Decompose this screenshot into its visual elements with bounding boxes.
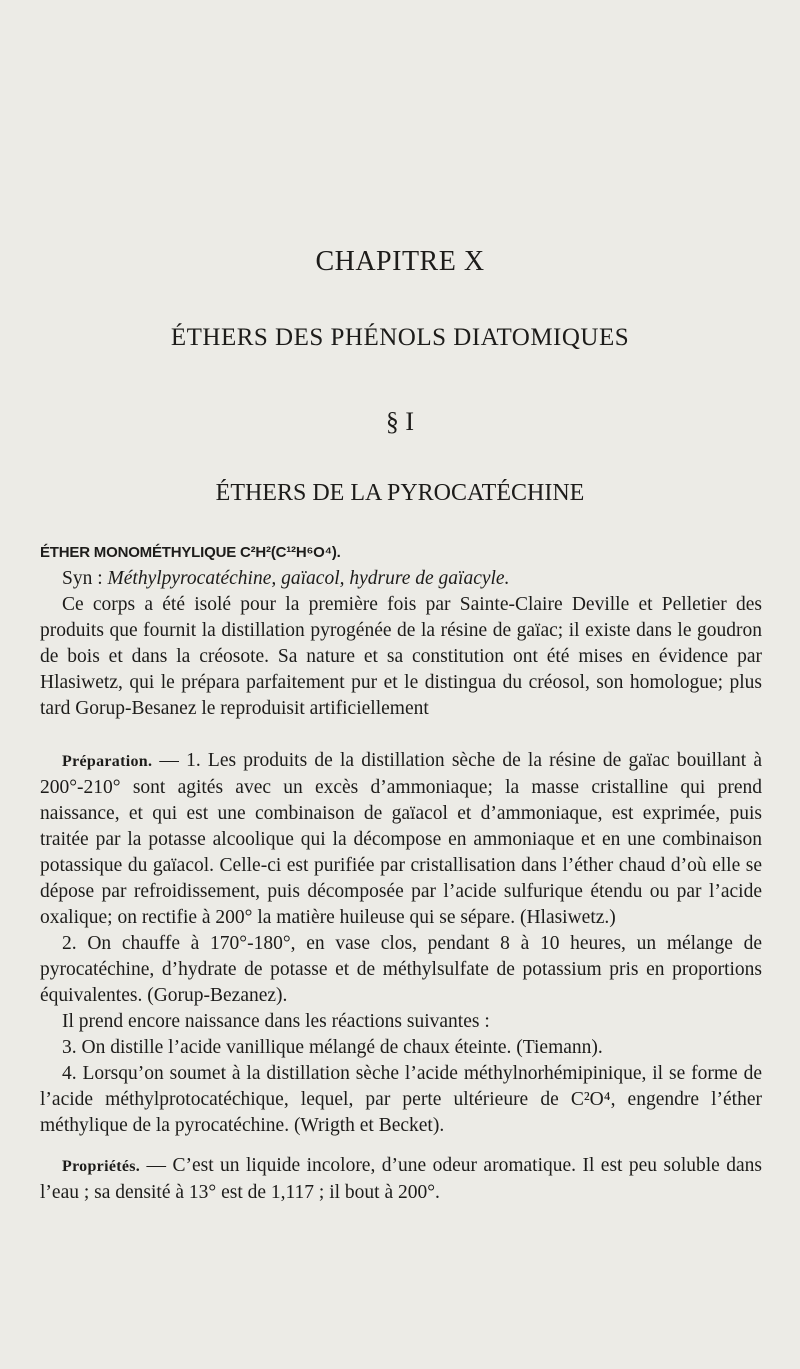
synonyms-label: Syn :	[62, 568, 108, 589]
chapter-number: CHAPITRE X	[315, 246, 485, 277]
synonyms-names: Méthylpyrocatéchine, gaïacol, hydrure de gaïacyle.	[107, 568, 510, 589]
properties-heading: Propriétés.	[62, 1158, 141, 1175]
synonyms-line	[40, 566, 762, 592]
properties-text: — C’est un liquide incolore, d’une odeur aromatique. Il est peu soluble dans l’eau ; sa densité à 13° est de 1,117 ; il bout à 200°.	[40, 1155, 762, 1203]
preparation-paragraph-2: 2. On chauffe à 170°-180°, en vase clos, pendant 8 à 10 heures, un mélange de pyrocatéchine, d’hydrate de potasse et de méthylsulfate de potassium pris en proportions équivalentes. (Gorup-Bezanez).	[40, 933, 762, 1006]
compound-heading: ÉTHER MONOMÉTHYLIQUE C²H²(C¹²H⁶O⁴).	[40, 544, 341, 561]
properties-paragraph	[40, 1153, 762, 1206]
body-text	[40, 540, 762, 1206]
preparation-paragraph-1	[40, 748, 762, 931]
chapter-title: ÉTHERS DES PHÉNOLS DIATOMIQUES	[170, 324, 630, 351]
preparation-paragraph-4: 4. Lorsqu’on soumet à la distillation sèche l’acide méthylnorhémipinique, il se forme de l’acide méthylprotocatéchique, lequel, par perte ultérieure de C²O⁴, engendre l’éther méthylique de la pyrocatéchine. (Wrigth et Becket).	[40, 1063, 762, 1136]
preparation-text-1: — 1. Les produits de la distillation sèche de la résine de gaïac bouillant à 200°-210° sont agités avec un excès d’ammoniaque; la masse cristalline qui prend naissance, et qui est une combinaison de gaïacol et d’ammoniaque, est exprimée, puis traitée par la potasse alcoolique qui la décompose en ammoniaque et en une combinaison potassique du gaïacol. Celle-ci est purifiée par cristallisation dans l’éther chaud d’où elle se dépose par refroidissement, puis décomposée par l’acide sulfurique étendu ou par l’acide oxalique; on rectifie à 200° la matière huileuse qui se sépare. (Hlasiwetz.)	[40, 750, 762, 928]
intro-paragraph: Ce corps a été isolé pour la première fois par Sainte-Claire Deville et Pelletier des produits que fournit la distillation pyrogénée de la résine de gaïac; il existe dans le goudron de bois et dans la créosote. Sa nature et sa constitution ont été mises en évidence par Hlasiwetz, qui le prépara parfaitement pur et le distingua du créosol, son homologue; plus tard Gorup-Besanez le reproduisit artificiellement	[40, 594, 762, 719]
preparation-heading: Préparation.	[62, 753, 153, 770]
preparation-paragraph-3: 3. On distille l’acide vanillique mélangé de chaux éteinte. (Tiemann).	[62, 1037, 603, 1058]
preparation-also: Il prend encore naissance dans les réactions suivantes :	[62, 1011, 490, 1032]
section-marker: § I	[385, 407, 415, 436]
section-title: ÉTHERS DE LA PYROCATÉCHINE	[215, 480, 585, 506]
